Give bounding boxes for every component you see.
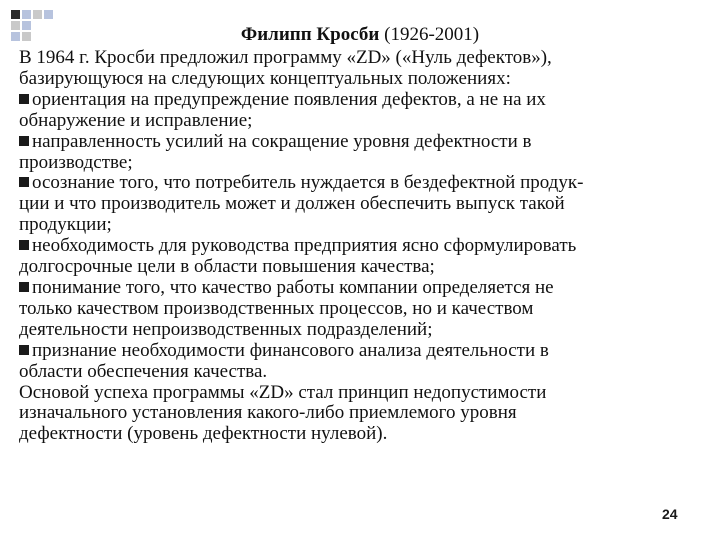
square-bullet-icon	[19, 177, 29, 187]
text-line: необходимость для руководства предприятия ясно сформулировать	[32, 235, 577, 257]
text-line: только качеством производственных процессов, но и качеством	[19, 297, 534, 319]
text-line: ции и что производитель может и должен обеспечить выпуск такой	[19, 193, 565, 215]
square-bullet-icon	[19, 240, 29, 250]
text-line: деятельности непроизводственных подразделений;	[19, 318, 433, 340]
bullet-item	[19, 90, 699, 132]
text-line: понимание того, что качество работы компании определяется не	[32, 276, 554, 298]
square-bullet-icon	[19, 136, 29, 146]
text-line: производстве;	[19, 151, 133, 173]
bullet-item	[19, 173, 699, 236]
page-number: 24	[662, 506, 678, 522]
conclusion-paragraph	[19, 383, 699, 446]
text-line: направленность усилий на сокращение уровня дефектности в	[32, 130, 532, 152]
square-bullet-icon	[19, 94, 29, 104]
title-name: Филипп Кросби	[240, 24, 380, 45]
deco-square	[44, 10, 53, 19]
text-line: обнаружение и исправление;	[19, 109, 253, 131]
bullet-item	[19, 278, 699, 341]
intro-paragraph	[19, 48, 699, 90]
bullet-item	[19, 341, 699, 383]
text-line: ориентация на предупреждение появления дефектов, а не на их	[32, 88, 546, 110]
text-line: признание необходимости финансового анализа деятельности в	[32, 339, 549, 361]
square-bullet-icon	[19, 345, 29, 355]
text-line: осознание того, что потребитель нуждается в бездефектной продук-	[32, 172, 584, 194]
text-line: продукции;	[19, 214, 112, 236]
text-line: В 1964 г. Кросби предложил программу «ZD» («Нуль дефектов»),	[19, 47, 552, 68]
text-line: базирующуюся на следующих концептуальных положениях:	[19, 67, 511, 89]
text-line: изначального установления какого-либо приемлемого уровня	[19, 402, 517, 424]
slide-title	[0, 24, 720, 46]
deco-square	[22, 10, 31, 19]
title-years: (1926-2001)	[379, 24, 480, 45]
text-line: долгосрочные цели в области повышения качества;	[19, 256, 435, 278]
text-line: Основой успеха программы «ZD» стал принцип недопустимости	[19, 381, 547, 403]
text-line: дефектности (уровень дефектности нулевой).	[19, 423, 388, 445]
text-line: области обеспечения качества.	[19, 360, 268, 382]
bullet-item	[19, 132, 699, 174]
square-bullet-icon	[19, 282, 29, 292]
slide-body	[19, 48, 699, 445]
deco-square	[33, 10, 42, 19]
bullet-item	[19, 236, 699, 278]
deco-square	[11, 10, 20, 19]
